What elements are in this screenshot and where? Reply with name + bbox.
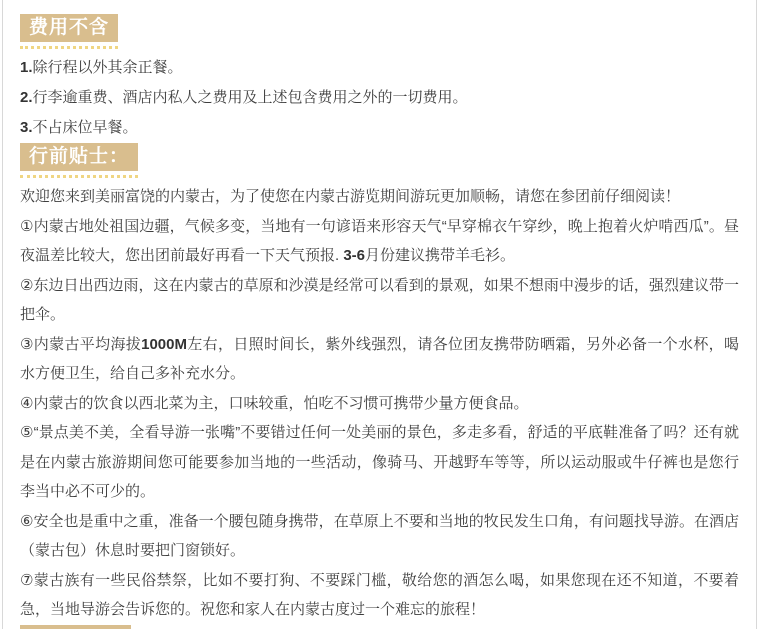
fee-item [20, 53, 739, 83]
tip-text: 内蒙古的饮食以西北菜为主，口味较重，怕吃不习惯可携带少量方便食品。 [33, 394, 529, 412]
section-pre-trip-tips [20, 143, 739, 625]
fee-item [20, 113, 739, 143]
tip-text: 月份建议携带羊毛衫。 [365, 247, 516, 264]
section-header-underline [20, 143, 138, 178]
tip-text: 蒙古族有一些民俗禁祭，比如不要打狗、不要踩门槛，敬给您的酒怎么喝，如果您现在还不知道，不要着急，当地导游会告诉您的。祝您和家人在内蒙古度过一个难忘的旅程！ [20, 571, 739, 618]
fee-item-text: 除行程以外其余正餐。 [32, 59, 183, 76]
section-title-fees-excluded: 费用不含 [20, 14, 118, 42]
tip-paragraph [20, 418, 739, 507]
tip-paragraph [20, 271, 739, 330]
tip-paragraph [20, 566, 739, 625]
section-fees-excluded [20, 14, 739, 143]
tip-text-bold: 3-6 [343, 247, 366, 264]
tip-text: 东边日出西边雨，这在内蒙古的草原和沙漠是经常可以看到的景观，如果不想雨中漫步的话，强烈建议带一把伞。 [20, 276, 739, 323]
tip-paragraph [20, 330, 739, 389]
tip-marker: ⑥ [20, 512, 34, 530]
tip-text: 内蒙古平均海拔 [33, 335, 142, 353]
tip-paragraph [20, 507, 739, 566]
tip-text: “景点美不美，全看导游一张嘴”不要错过任何一处美丽的景色，多走多看，舒适的平底鞋准备了吗？还有就是在内蒙古旅游期间您可能要参加当地的一些活动，像骑马、开越野车等等，所以运动服或牛仔裤也是您行李当中必不可少的。 [20, 424, 740, 500]
tip-paragraph [20, 389, 739, 419]
fee-item-text: 不占床位早餐。 [32, 119, 138, 136]
fee-item-text: 行李逾重费、酒店内私人之费用及上述包含费用之外的一切费用。 [32, 89, 468, 106]
page-container [2, 0, 757, 629]
tip-marker: ① [20, 217, 34, 235]
tips-intro: 欢迎您来到美丽富饶的内蒙古，为了使您在内蒙古游览期间游玩更加顺畅，请您在参团前仔细阅读！ [20, 188, 681, 205]
tip-text: 安全也是重中之重，准备一个腰包随身携带，在草原上不要和当地的牧民发生口角，有问题找导游。在酒店（蒙古包）休息时要把门窗锁好。 [20, 512, 739, 559]
fee-item [20, 83, 739, 113]
tip-marker: ⑦ [20, 571, 34, 589]
fee-item-number: 3. [20, 119, 33, 136]
truncated-next-section-header [20, 625, 131, 629]
section-header-underline [20, 14, 118, 49]
tip-marker: ④ [20, 394, 34, 412]
tip-text: 内蒙古地处祖国边疆，气候多变，当地有一句谚语来形容天气“早穿棉衣午穿纱，晚上抱着火炉啃西瓜”。昼夜温差比较大，您出团前最好再看一下天气预报. [20, 217, 740, 264]
section-title-pre-trip-tips: 行前贴士： [20, 143, 138, 171]
tip-text-bold: 1000M [141, 335, 187, 353]
tip-marker: ⑤ [20, 424, 34, 441]
fee-item-number: 2. [20, 89, 33, 106]
tip-paragraph [20, 212, 739, 271]
fee-item-number: 1. [20, 59, 33, 76]
tip-text: 左右，日照时间长，紫外线强烈，请各位团友携带防晒霜，另外必备一个水杯，喝水方便卫生，给自己多补充水分。 [20, 335, 739, 382]
tip-marker: ② [20, 276, 34, 294]
tip-marker: ③ [20, 335, 34, 353]
